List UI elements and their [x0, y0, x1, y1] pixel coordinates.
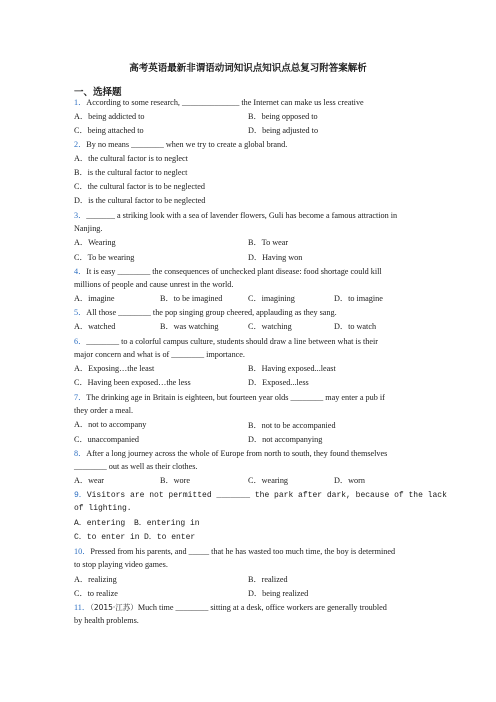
document-title: 高考英语最新非谓语动词知识点知识点总复习附答案解析 — [129, 63, 367, 74]
option-a[interactable]: A．Wearing — [74, 238, 116, 247]
question-text: Pressed from his parents, and _____ that he has wasted too much time, the boy is determined — [90, 547, 396, 556]
option-a[interactable]: A．entering — [74, 519, 126, 528]
option-b[interactable]: B．Having exposed...least — [248, 364, 336, 373]
option-c[interactable]: C．imagining — [248, 294, 295, 303]
question-text: After a long journey across the whole of Europe from north to south, they found themselves — [86, 449, 388, 458]
option-d[interactable]: D．to watch — [334, 322, 377, 331]
question-7 — [74, 393, 385, 403]
option-c[interactable]: C．watching — [248, 322, 292, 331]
question-text: It is easy ________ the consequences of unchecked plant disease: food shortage could kill — [86, 267, 382, 276]
option-a[interactable]: A．the cultural factor is to neglect — [74, 154, 188, 163]
option-d[interactable]: D．not accompanying — [248, 435, 323, 444]
question-number: 7． — [74, 393, 87, 402]
question-number: 11． — [74, 603, 91, 612]
option-b[interactable]: B．wore — [160, 476, 191, 485]
question-number: 5． — [74, 308, 87, 317]
option-a[interactable]: A．watched — [74, 322, 116, 331]
question-number: 3． — [74, 211, 87, 220]
option-a[interactable]: A．realizing — [74, 575, 117, 584]
question-text: _______ a striking look with a sea of lavender flowers, Guli has become a famous attraction in — [86, 211, 398, 220]
option-a[interactable]: A．wear — [74, 476, 105, 485]
option-b[interactable]: B．to be imagined — [160, 294, 223, 303]
question-text-cont: of lighting. — [74, 504, 132, 513]
option-d[interactable]: D．being realized — [248, 589, 309, 598]
option-d[interactable]: D．Exposed...less — [248, 378, 309, 387]
question-text: The drinking age in Britain is eighteen, but fourteen year olds ________ may enter a pub if — [86, 393, 385, 402]
option-d[interactable]: D．to enter — [144, 533, 196, 542]
option-a[interactable]: A．being addicted to — [74, 112, 145, 121]
option-c[interactable]: C．Having been exposed…the less — [74, 378, 191, 387]
question-8 — [74, 449, 387, 459]
option-a[interactable]: A．not to accompany — [74, 420, 147, 429]
question-4 — [74, 267, 382, 277]
question-11 — [74, 603, 387, 613]
option-c[interactable]: C．To be wearing — [74, 253, 135, 262]
option-c[interactable]: C．to enter in — [74, 533, 140, 542]
question-number: 10． — [74, 547, 91, 556]
option-d[interactable]: D．Having won — [248, 253, 303, 262]
question-text: Visitors are not permitted _______ the park after dark, because of the lack — [86, 491, 447, 500]
question-text: Much time ________ sitting at a desk, office workers are generally troubled — [137, 603, 387, 612]
option-d[interactable]: D．to imagine — [334, 294, 383, 303]
question-text-cont: by health problems. — [74, 616, 139, 625]
option-c[interactable]: C．unaccompanied — [74, 435, 140, 444]
option-c[interactable]: C．to realize — [74, 589, 118, 598]
question-text: According to some research, ______________ the Internet can make us less creative — [86, 98, 364, 107]
question-text-cont: major concern and what is of ________ importance. — [74, 350, 245, 359]
question-text-cont: ________ out as well as their clothes. — [74, 462, 198, 471]
question-number: 1． — [74, 98, 87, 107]
question-number: 2． — [74, 140, 87, 149]
question-number: 4． — [74, 267, 87, 276]
question-10 — [74, 547, 395, 557]
question-2 — [74, 140, 287, 150]
option-b[interactable]: B．entering in — [134, 519, 200, 528]
option-b[interactable]: B．realized — [248, 575, 288, 584]
section-heading: 一、选择题 — [74, 87, 122, 98]
question-number: 6． — [74, 337, 87, 346]
option-b[interactable]: B．was watching — [160, 322, 219, 331]
option-b[interactable]: B．being opposed to — [248, 112, 318, 121]
question-text-cont: they order a meal. — [74, 406, 134, 415]
option-d[interactable]: D．worn — [334, 476, 365, 485]
option-b[interactable]: B．is the cultural factor to neglect — [74, 168, 188, 177]
question-3 — [74, 211, 397, 221]
question-number: 8． — [74, 449, 87, 458]
question-source-tag: （2015·江苏） — [90, 603, 138, 612]
question-text: ________ to a colorful campus culture, students should draw a line between what is their — [86, 337, 379, 346]
question-9 — [74, 491, 447, 501]
question-text: All those ________ the pop singing group cheered, applauding as they sang. — [86, 308, 337, 317]
question-text: By no means ________ when we try to create a global brand. — [86, 140, 288, 149]
question-text-cont: Nanjing. — [74, 224, 103, 233]
question-1 — [74, 98, 364, 108]
option-b[interactable]: B．not to be accompanied — [248, 421, 336, 430]
option-c[interactable]: C．being attached to — [74, 126, 144, 135]
option-a[interactable]: A．Exposing…the least — [74, 364, 155, 373]
question-text-cont: millions of people and cause unrest in the world. — [74, 280, 234, 289]
question-number: 9． — [74, 491, 87, 500]
option-c[interactable]: C．wearing — [248, 476, 289, 485]
option-d[interactable]: D．is the cultural factor to be neglected — [74, 196, 206, 205]
question-6 — [74, 337, 378, 347]
question-5 — [74, 308, 337, 318]
option-a[interactable]: A．imagine — [74, 294, 115, 303]
option-b[interactable]: B．To wear — [248, 238, 289, 247]
question-text-cont: to stop playing video games. — [74, 560, 168, 569]
option-c[interactable]: C．the cultural factor is to be neglected — [74, 182, 205, 191]
option-d[interactable]: D．being adjusted to — [248, 126, 319, 135]
